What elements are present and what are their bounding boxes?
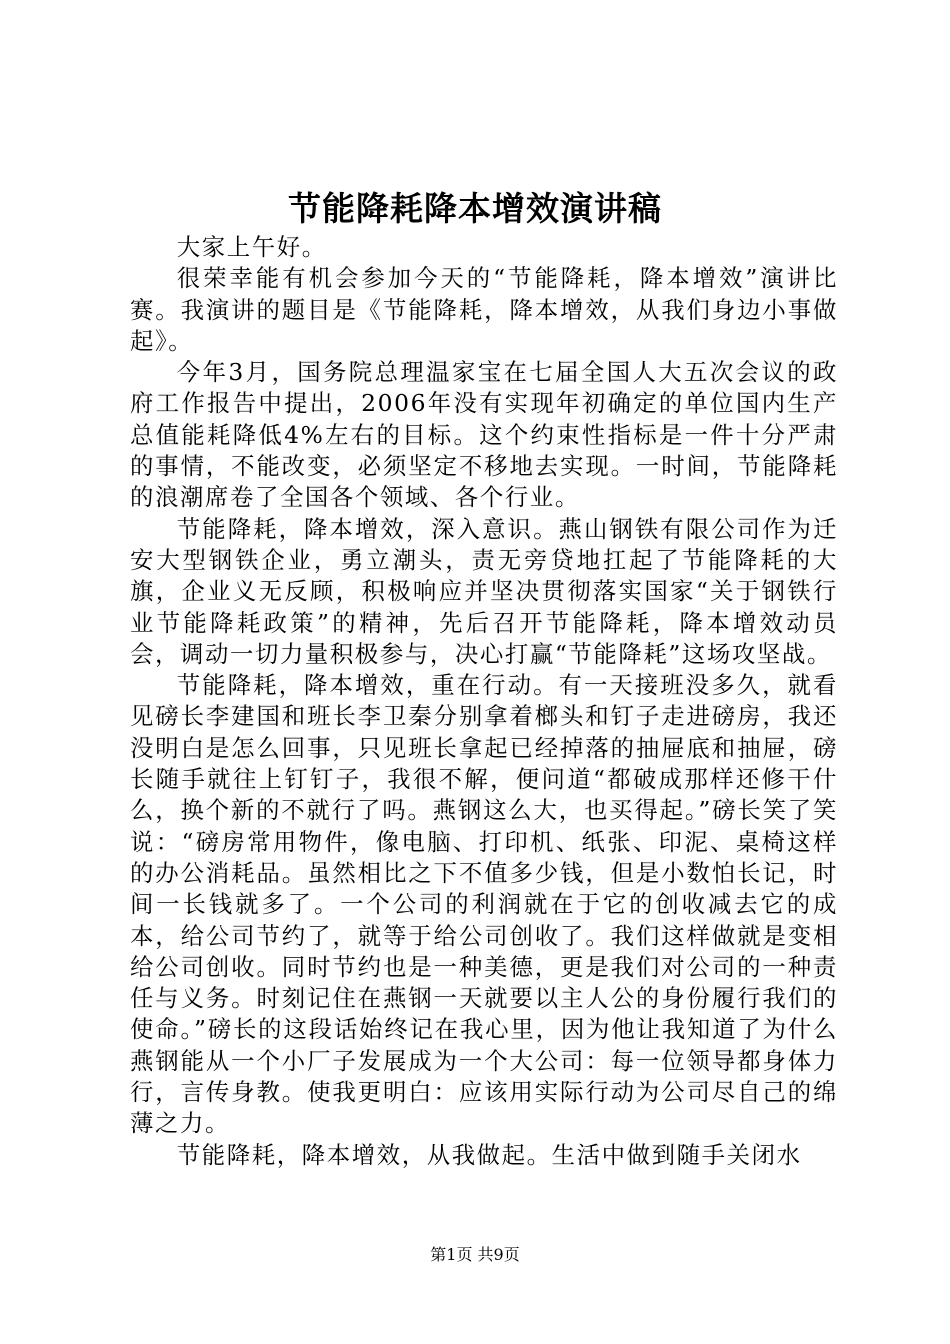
document-title: 节能降耗降本增效演讲稿 [288,189,662,228]
paragraph-awareness: 节能降耗，降本增效，深入意识。燕山钢铁有限公司作为迁安大型钢铁企业，勇立潮头，责无旁贷地扛起了节能降耗的大旗，企业义无反顾，积极响应并坚决贯彻落实国家“关于钢铁行业节能降耗政策”的精神，先后召开节能降耗，降本增效动员会，调动一切力量积极参与，决心打赢“节能降耗”这场攻坚战。 [130,514,838,668]
paragraph-intro: 很荣幸能有机会参加今天的“节能降耗，降本增效”演讲比赛。我演讲的题目是《节能降耗，降本增效，从我们身边小事做起》。 [130,264,838,355]
page-footer: 第1页 共9页 [430,1245,520,1264]
paragraph-action: 节能降耗，降本增效，重在行动。有一天接班没多久，就看见磅长李建国和班长李卫秦分别拿着榔头和钉子走进磅房，我还没明白是怎么回事，只见班长拿起已经掉落的抽屉底和抽屉，磅长随手就往上钉钉子，我很不解，便问道“都破成那样还修干什么，换个新的不就行了吗。燕钢这么大，也买得起。”磅长笑了笑说：“磅房常用物件，像电脑、打印机、纸张、印泥、桌椅这样的办公消耗品。虽然相比之下不值多少钱，但是小数怕长记，时间一长钱就多了。一个公司的利润就在于它的创收减去它的成本，给公司节约了，就等于给公司创收了。我们这样做就是变相给公司创收。同时节约也是一种美德，更是我们对公司的一种责任与义务。时刻记住在燕钢一天就要以主人公的身份履行我们的使命。”磅长的这段话始终记在我心里，因为他让我知道了为什么燕钢能从一个小厂子发展成为一个大公司：每一位领导都身体力行，言传身教。使我更明白：应该用实际行动为公司尽自己的绵薄之力。 [130,671,838,1138]
paragraph-policy: 今年3月，国务院总理温家宝在七届全国人大五次会议的政府工作报告中提出，2006年没有实现年初确定的单位国内生产总值能耗降低4%左右的目标。这个约束性指标是一件十分严肃的事情，不能改变，必须坚定不移地去实现。一时间，节能降耗的浪潮席卷了全国各个领域、各个行业。 [130,358,838,512]
paragraph-start-from-me: 节能降耗，降本增效，从我做起。生活中做到随手关闭水 [176,1140,802,1169]
paragraph-greeting: 大家上午好。 [176,233,327,261]
document-body [130,232,838,1171]
